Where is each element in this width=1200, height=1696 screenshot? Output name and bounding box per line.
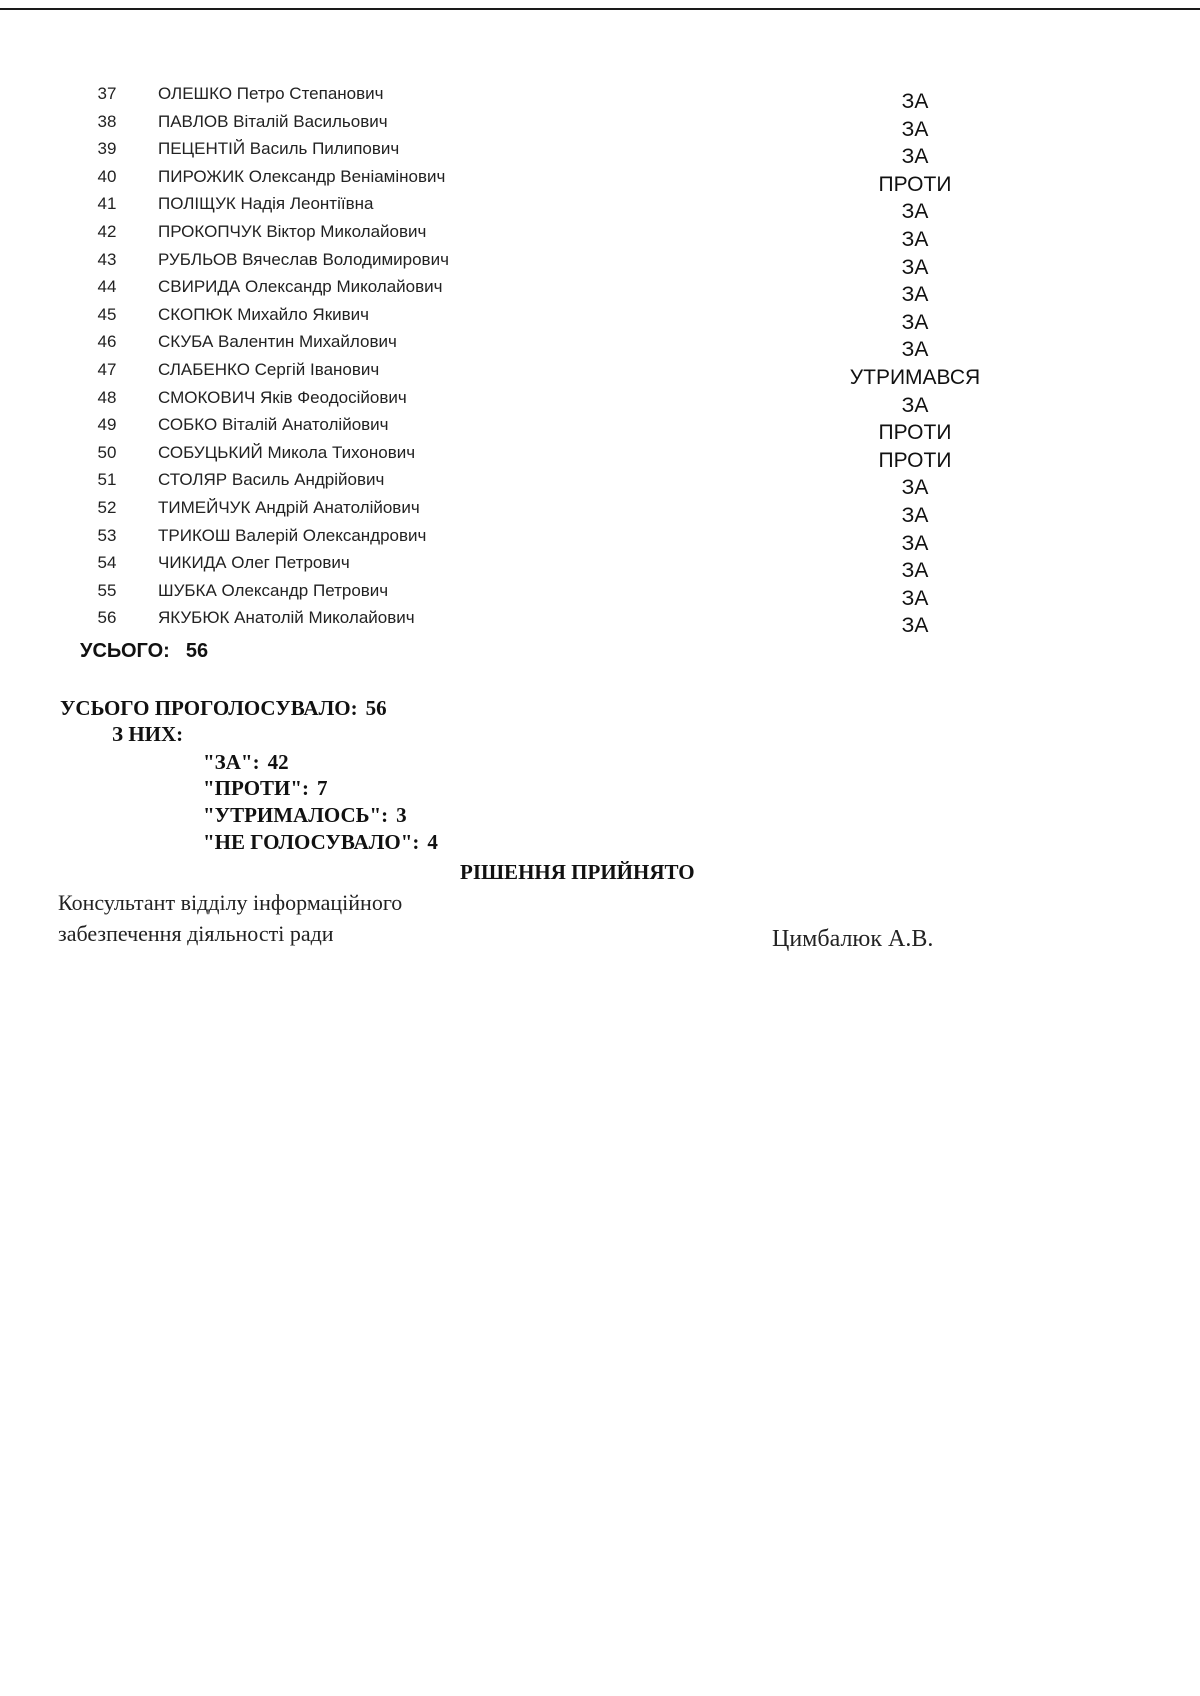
deputy-number: 48 <box>97 387 117 407</box>
deputy-name: ПРОКОПЧУК Віктор Миколайович <box>158 221 427 241</box>
deputy-vote: ПРОТИ <box>878 421 952 445</box>
deputy-number: 54 <box>97 553 117 573</box>
vote-row <box>0 498 1200 526</box>
deputy-name: СКУБА Валентин Михайлович <box>158 332 397 352</box>
deputy-number: 43 <box>97 249 117 269</box>
for-label: "ЗА": <box>203 750 260 774</box>
deputy-vote: ЗА <box>901 614 929 638</box>
vote-list <box>0 84 1200 636</box>
deputy-name: ЯКУБЮК Анатолій Миколайович <box>158 608 415 628</box>
deputy-name: ПЕЦЕНТІЙ Василь Пилипович <box>158 139 400 159</box>
deputy-name: РУБЛЬОВ Вячеслав Володимирович <box>158 249 449 269</box>
deputy-name: ОЛЕШКО Петро Степанович <box>158 84 384 103</box>
deputy-name: СВИРИДА Олександр Миколайович <box>158 277 443 297</box>
vote-row <box>0 388 1200 416</box>
vote-row <box>0 332 1200 360</box>
not-voted-value: 4 <box>427 830 438 854</box>
against-count <box>203 776 328 801</box>
deputy-number: 44 <box>97 277 117 297</box>
deputy-number: 42 <box>97 221 117 241</box>
deputy-number: 45 <box>97 304 117 324</box>
deputy-number: 50 <box>97 442 117 462</box>
of-them-label: З НИХ: <box>112 722 184 746</box>
deputy-vote: ЗА <box>901 559 929 583</box>
deputy-vote: ЗА <box>901 531 929 555</box>
not-voted-count <box>203 830 438 855</box>
signer-name: Цимбалюк А.В. <box>772 926 934 952</box>
deputy-vote: ЗА <box>901 310 929 334</box>
deputy-vote: ЗА <box>901 476 929 500</box>
vote-row <box>0 526 1200 554</box>
decision-text: РІШЕННЯ ПРИЙНЯТО <box>460 860 695 884</box>
deputy-number: 47 <box>97 359 117 379</box>
deputy-vote: ЗА <box>901 255 929 279</box>
deputy-name: ПИРОЖИК Олександр Веніамінович <box>158 166 446 186</box>
total-voted-label: УСЬОГО ПРОГОЛОСУВАЛО: <box>60 696 358 720</box>
deputy-number: 41 <box>97 194 117 214</box>
deputy-vote: ПРОТИ <box>878 172 952 196</box>
deputy-vote: УТРИМАВСЯ <box>849 365 981 389</box>
deputy-name: ПОЛІЩУК Надія Леонтіївна <box>158 194 374 214</box>
deputy-number: 53 <box>97 525 117 545</box>
for-value: 42 <box>267 750 289 774</box>
deputy-name: СОБУЦЬКИЙ Микола Тихонович <box>158 442 416 462</box>
deputy-vote: ЗА <box>901 200 929 224</box>
deputy-vote: ЗА <box>901 227 929 251</box>
vote-row <box>0 415 1200 443</box>
vote-row <box>0 360 1200 388</box>
vote-row <box>0 305 1200 333</box>
deputy-name: ЧИКИДА Олег Петрович <box>158 553 350 573</box>
deputy-number: 52 <box>97 497 117 517</box>
vote-row <box>0 277 1200 305</box>
deputy-number: 56 <box>97 608 117 628</box>
deputy-vote: ЗА <box>901 145 929 169</box>
total-label: УСЬОГО: <box>80 640 170 662</box>
total-voted-value: 56 <box>365 696 387 720</box>
abstained-count <box>203 803 407 828</box>
vote-row <box>0 553 1200 581</box>
deputy-name: ТРИКОШ Валерій Олександрович <box>158 525 427 545</box>
deputy-number: 49 <box>97 415 117 435</box>
deputy-number: 46 <box>97 332 117 352</box>
not-voted-label: "НЕ ГОЛОСУВАЛО": <box>203 830 420 854</box>
deputy-name: СТОЛЯР Василь Андрійович <box>158 470 385 490</box>
deputy-vote: ПРОТИ <box>878 448 952 472</box>
against-label: "ПРОТИ": <box>203 776 310 800</box>
deputy-vote: ЗА <box>901 90 929 113</box>
deputy-name: СМОКОВИЧ Яків Феодосійович <box>158 387 407 407</box>
vote-row <box>0 84 1200 112</box>
for-count <box>203 750 289 775</box>
deputy-name: СКОПЮК Михайло Якивич <box>158 304 370 324</box>
vote-row <box>0 470 1200 498</box>
vote-row <box>0 608 1200 636</box>
vote-row <box>0 250 1200 278</box>
vote-row <box>0 581 1200 609</box>
deputy-vote: ЗА <box>901 503 929 527</box>
vote-row <box>0 139 1200 167</box>
signer-position-line1: Консультант відділу інформаційного <box>58 890 403 915</box>
deputy-vote: ЗА <box>901 117 929 141</box>
deputy-name: СЛАБЕНКО Сергій Іванович <box>158 359 380 379</box>
top-border-line <box>0 8 1200 10</box>
vote-row <box>0 443 1200 471</box>
deputy-vote: ЗА <box>901 586 929 610</box>
abstained-label: "УТРИМАЛОСЬ": <box>203 803 389 827</box>
deputy-name: ШУБКА Олександр Петрович <box>158 580 389 600</box>
deputy-name: СОБКО Віталій Анатолійович <box>158 415 389 435</box>
deputy-number: 51 <box>97 470 117 490</box>
abstained-value: 3 <box>396 803 407 827</box>
total-deputies <box>80 640 208 663</box>
deputy-number: 40 <box>97 166 117 186</box>
deputy-number: 38 <box>97 111 117 131</box>
deputy-number: 39 <box>97 139 117 159</box>
signer-position-line2: забезпечення діяльності ради <box>58 921 334 946</box>
deputy-name: ТИМЕЙЧУК Андрій Анатолійович <box>158 497 420 517</box>
deputy-vote: ЗА <box>901 393 929 417</box>
vote-row <box>0 112 1200 140</box>
vote-row <box>0 194 1200 222</box>
deputy-vote: ЗА <box>901 283 929 307</box>
vote-row <box>0 167 1200 195</box>
deputy-name: ПАВЛОВ Віталій Васильович <box>158 111 388 131</box>
total-voted <box>60 696 387 721</box>
deputy-number: 55 <box>97 580 117 600</box>
deputy-number: 37 <box>97 84 117 103</box>
against-value: 7 <box>317 776 328 800</box>
deputy-vote: ЗА <box>901 338 929 362</box>
total-value: 56 <box>185 640 209 662</box>
vote-row <box>0 222 1200 250</box>
